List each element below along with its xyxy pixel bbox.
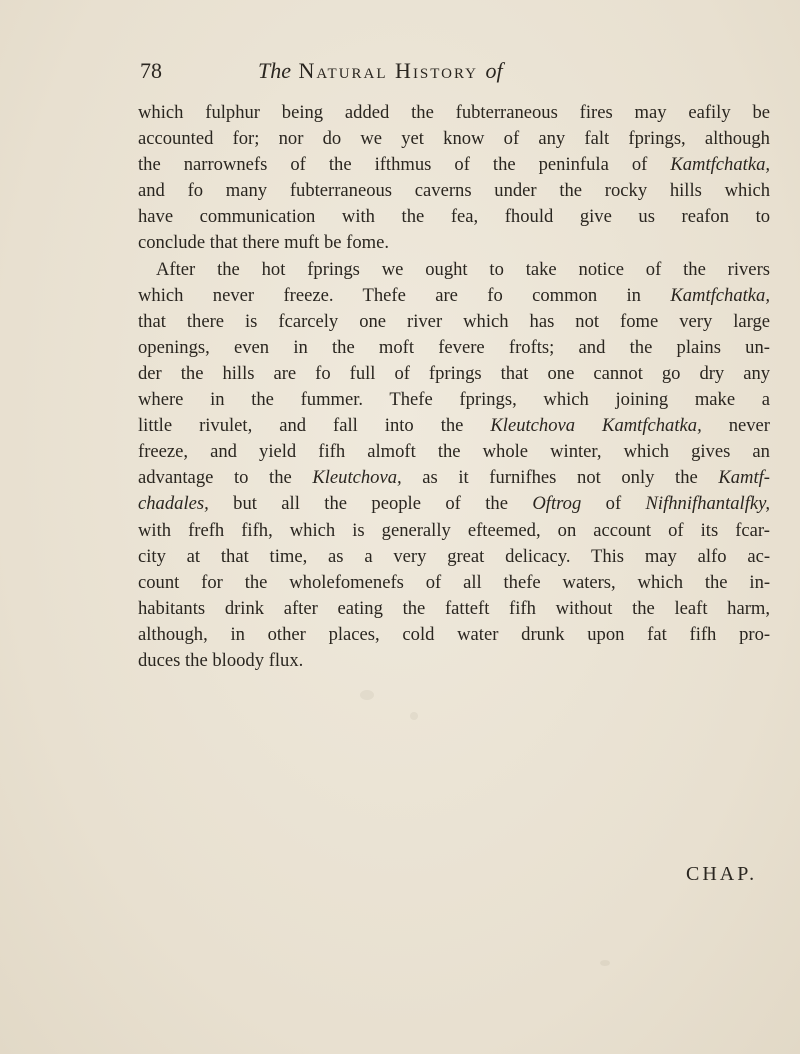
text-line: openings, even in the moft fevere frofts; and the plains un- xyxy=(138,336,770,358)
running-head xyxy=(258,58,503,84)
text-line: habitants drink after eating the fatteft fifh without the leaft harm, xyxy=(138,597,771,619)
text-line: conclude that there muft be fome. xyxy=(138,232,390,254)
text-line: which fulphur being added the fubterraneous fires may eafily be xyxy=(138,102,770,123)
paper-stain xyxy=(600,960,610,966)
running-head-prefix: The xyxy=(258,58,291,83)
text-line: city at that time, as a very great delicacy. This may alfo ac- xyxy=(138,545,771,567)
paper-stain xyxy=(410,712,418,720)
catchword: CHAP. xyxy=(686,863,758,885)
body-text xyxy=(138,100,770,674)
text-line: advantage to the Kleutchova, as it furnifhes not only the Kamtf- xyxy=(138,467,770,489)
paper-stain xyxy=(360,690,374,700)
text-line: that there is fcarcely one river which has not fome very large xyxy=(138,310,771,332)
text-line: where in the fummer. Thefe fprings, which joining make a xyxy=(138,389,771,411)
text-line: After the hot fprings we ought to take notice of the rivers xyxy=(156,258,770,280)
page-number: 78 xyxy=(140,58,162,83)
text-line: der the hills are fo full of fprings that one cannot go dry any xyxy=(138,362,771,384)
running-head-title: Natural History xyxy=(298,58,479,83)
text-line: which never freeze. Thefe are fo common in Kamtfchatka, xyxy=(138,284,770,306)
text-line: the narrownefs of the ifthmus of the peninfula of Kamtfchatka, xyxy=(138,154,771,176)
text-line: chadales, but all the people of the Oftrog of Nifhnifhantalfky, xyxy=(138,493,771,515)
text-line: duces the bloody flux. xyxy=(138,649,304,671)
running-head-suffix: of xyxy=(485,58,503,83)
text-line: accounted for; nor do we yet know of any falt fprings, although xyxy=(138,128,770,150)
text-line: little rivulet, and fall into the Kleutchova Kamtfchatka, never xyxy=(138,415,770,437)
page-header xyxy=(140,58,770,88)
text-line: freeze, and yield fifh almoft the whole winter, which gives an xyxy=(138,441,770,463)
text-line: although, in other places, cold water drunk upon fat fifh pro- xyxy=(138,623,771,645)
text-line: have communication with the fea, fhould give us reafon to xyxy=(138,206,771,228)
text-line: count for the wholefomenefs of all thefe waters, which the in- xyxy=(138,571,771,593)
text-line: and fo many fubterraneous caverns under the rocky hills which xyxy=(138,180,771,202)
text-line: with frefh fifh, which is generally efteemed, on account of its fcar- xyxy=(138,519,770,541)
